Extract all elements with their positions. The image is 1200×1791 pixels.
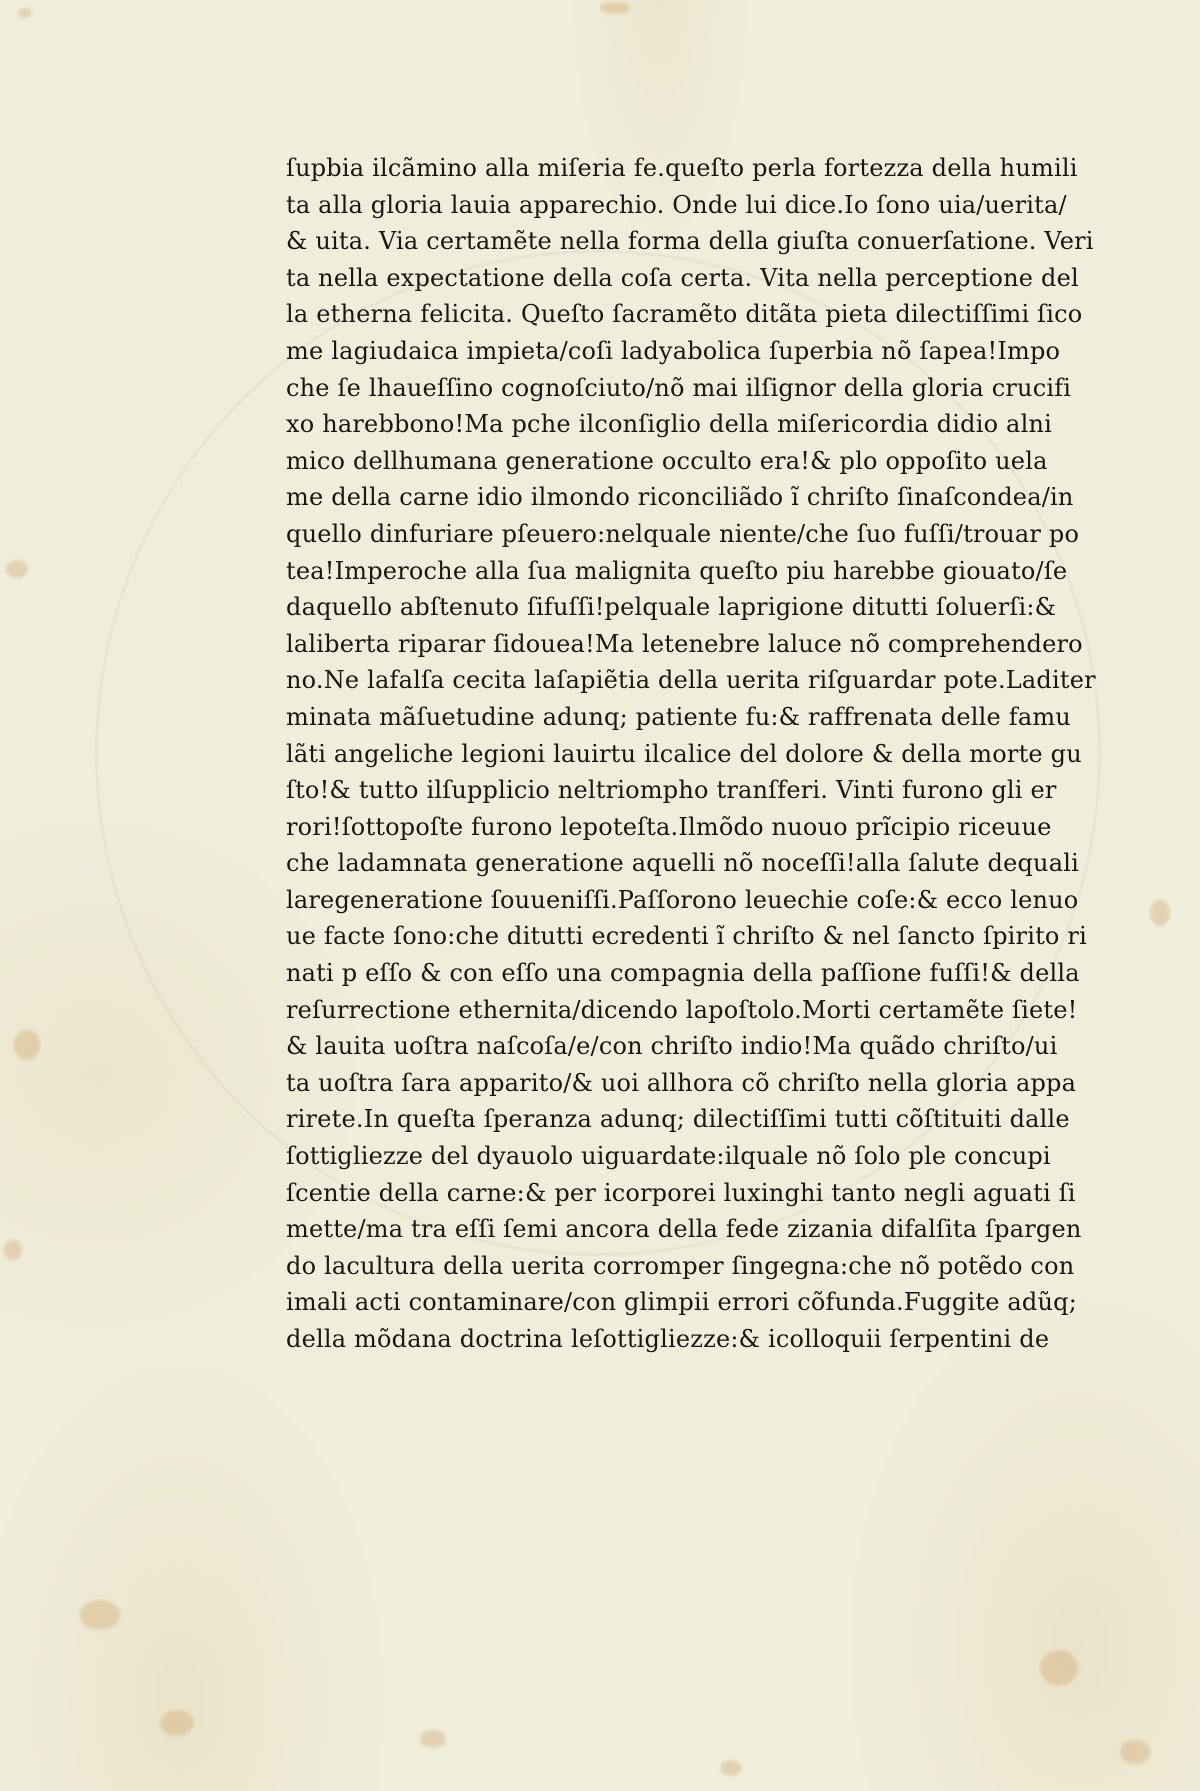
- text-line: imali acti contaminare/con glimpii errori cõfunda.Fuggite adũq;: [286, 1288, 1078, 1317]
- foxing-spot: [14, 1030, 40, 1060]
- text-line: laliberta riparar ſidouea!Ma letenebre laluce nõ comprehendero: [286, 629, 1083, 658]
- text-line: che ſe lhaueſſino cognoſciuto/nõ mai ilſignor della gloria crucifi: [286, 373, 1072, 402]
- text-line: me lagiudaica impieta/coſi ladyabolica ſuperbia nõ ſapea!Impo: [286, 336, 1061, 365]
- foxing-spot: [1120, 1740, 1150, 1764]
- text-line: laregeneratione ſouueniſſi.Paſſorono leuechie coſe:& ecco lenuo: [286, 885, 1079, 914]
- foxing-spot: [600, 2, 630, 14]
- text-line: ſto!& tutto ilſupplicio neltriompho tranſferi. Vinti furono gli er: [286, 776, 1057, 805]
- text-line: mico dellhumana generatione occulto era!& plo oppoſito uela: [286, 446, 1048, 475]
- text-line: ue facte ſono:che ditutti ecredenti ĩ chriſto & nel ſancto ſpirito ri: [286, 922, 1087, 951]
- text-line: la etherna felicita. Queſto ſacramẽto ditãta pieta dilectiſſimi ſico: [286, 300, 1083, 329]
- foxing-spot: [160, 1710, 194, 1736]
- text-line: della mõdana doctrina leſottigliezze:& icolloquii ſerpentini de: [286, 1325, 1050, 1353]
- text-line: xo harebbono!Ma pche ilconſiglio della miſericordia didio alni: [286, 410, 1052, 439]
- text-line: reſurrectione ethernita/dicendo lapoſtolo.Morti certamẽte ſiete!: [286, 995, 1078, 1024]
- text-line: ſottigliezze del dyauolo uiguardate:ilquale nõ ſolo ple concupi: [286, 1142, 1051, 1171]
- text-line: & uita. Via certamẽte nella forma della giuſta conuerſatione. Veri: [286, 227, 1094, 256]
- text-line: nati p eſſo & con eſſo una compagnia della paſſione fuſſi!& della: [286, 959, 1080, 988]
- text-line: lãti angeliche legioni lauirtu ilcalice del dolore & della morte gu: [286, 739, 1082, 768]
- text-line: ſupbia ilcãmino alla miſeria fe.queſto perla fortezza della humili: [286, 154, 1078, 182]
- body-text: [286, 150, 1106, 1358]
- foxing-spot: [6, 560, 28, 578]
- text-line: no.Ne lafalſa cecita laſapiẽtia della uerita riſguardar pote.Laditer: [286, 666, 1096, 695]
- text-line: me della carne idio ilmondo riconciliãdo ĩ chriſto ſinaſcondea/in: [286, 483, 1074, 512]
- text-line: minata mãſuetudine adunq; patiente fu:& raffrenata delle famu: [286, 702, 1071, 731]
- foxing-spot: [80, 1600, 120, 1630]
- text-line: ta uoſtra ſara apparito/& uoi allhora cõ chriſto nella gloria appa: [286, 1068, 1077, 1097]
- text-line: quello dinfuriare pſeuero:nelquale niente/che ſuo fuſſi/trouar po: [286, 519, 1080, 548]
- foxing-spot: [1150, 900, 1170, 926]
- text-line: ta nella expectatione della coſa certa. Vita nella perceptione del: [286, 263, 1079, 292]
- text-line: ta alla gloria lauia apparechio. Onde lui dice.Io ſono uia/uerita/: [286, 190, 1067, 219]
- text-line: mette/ma tra eſſi ſemi ancora della fede zizania difalſita ſpargen: [286, 1215, 1082, 1244]
- foxing-spot: [420, 1730, 446, 1748]
- foxing-spot: [18, 8, 32, 18]
- foxing-spot: [720, 1760, 742, 1776]
- foxing-spot: [1040, 1650, 1078, 1686]
- text-line: daquello abſtenuto ſifuſſi!pelquale laprigione ditutti ſoluerſi:&: [286, 593, 1057, 622]
- text-line: ſcentie della carne:& per icorporei luxinghi tanto negli aguati ſi: [286, 1178, 1076, 1207]
- text-line: rirete.In queſta ſperanza adunq; dilectiſſimi tutti cõſtituiti dalle: [286, 1105, 1070, 1134]
- text-line: do lacultura della uerita corromper ſingegna:che nõ potẽdo con: [286, 1251, 1075, 1280]
- text-line: tea!Imperoche alla ſua malignita queſto piu harebbe giouato/ſe: [286, 556, 1068, 585]
- text-line: & lauita uoſtra naſcoſa/e/con chriſto indio!Ma quãdo chriſto/ui: [286, 1032, 1058, 1061]
- text-line: che ladamnata generatione aquelli nõ noceſſi!alla ſalute dequali: [286, 849, 1079, 878]
- foxing-spot: [4, 1240, 22, 1260]
- text-line: rori!ſottopoſte furono lepoteſta.Ilmõdo nuouo prĩcipio riceuue: [286, 812, 1052, 841]
